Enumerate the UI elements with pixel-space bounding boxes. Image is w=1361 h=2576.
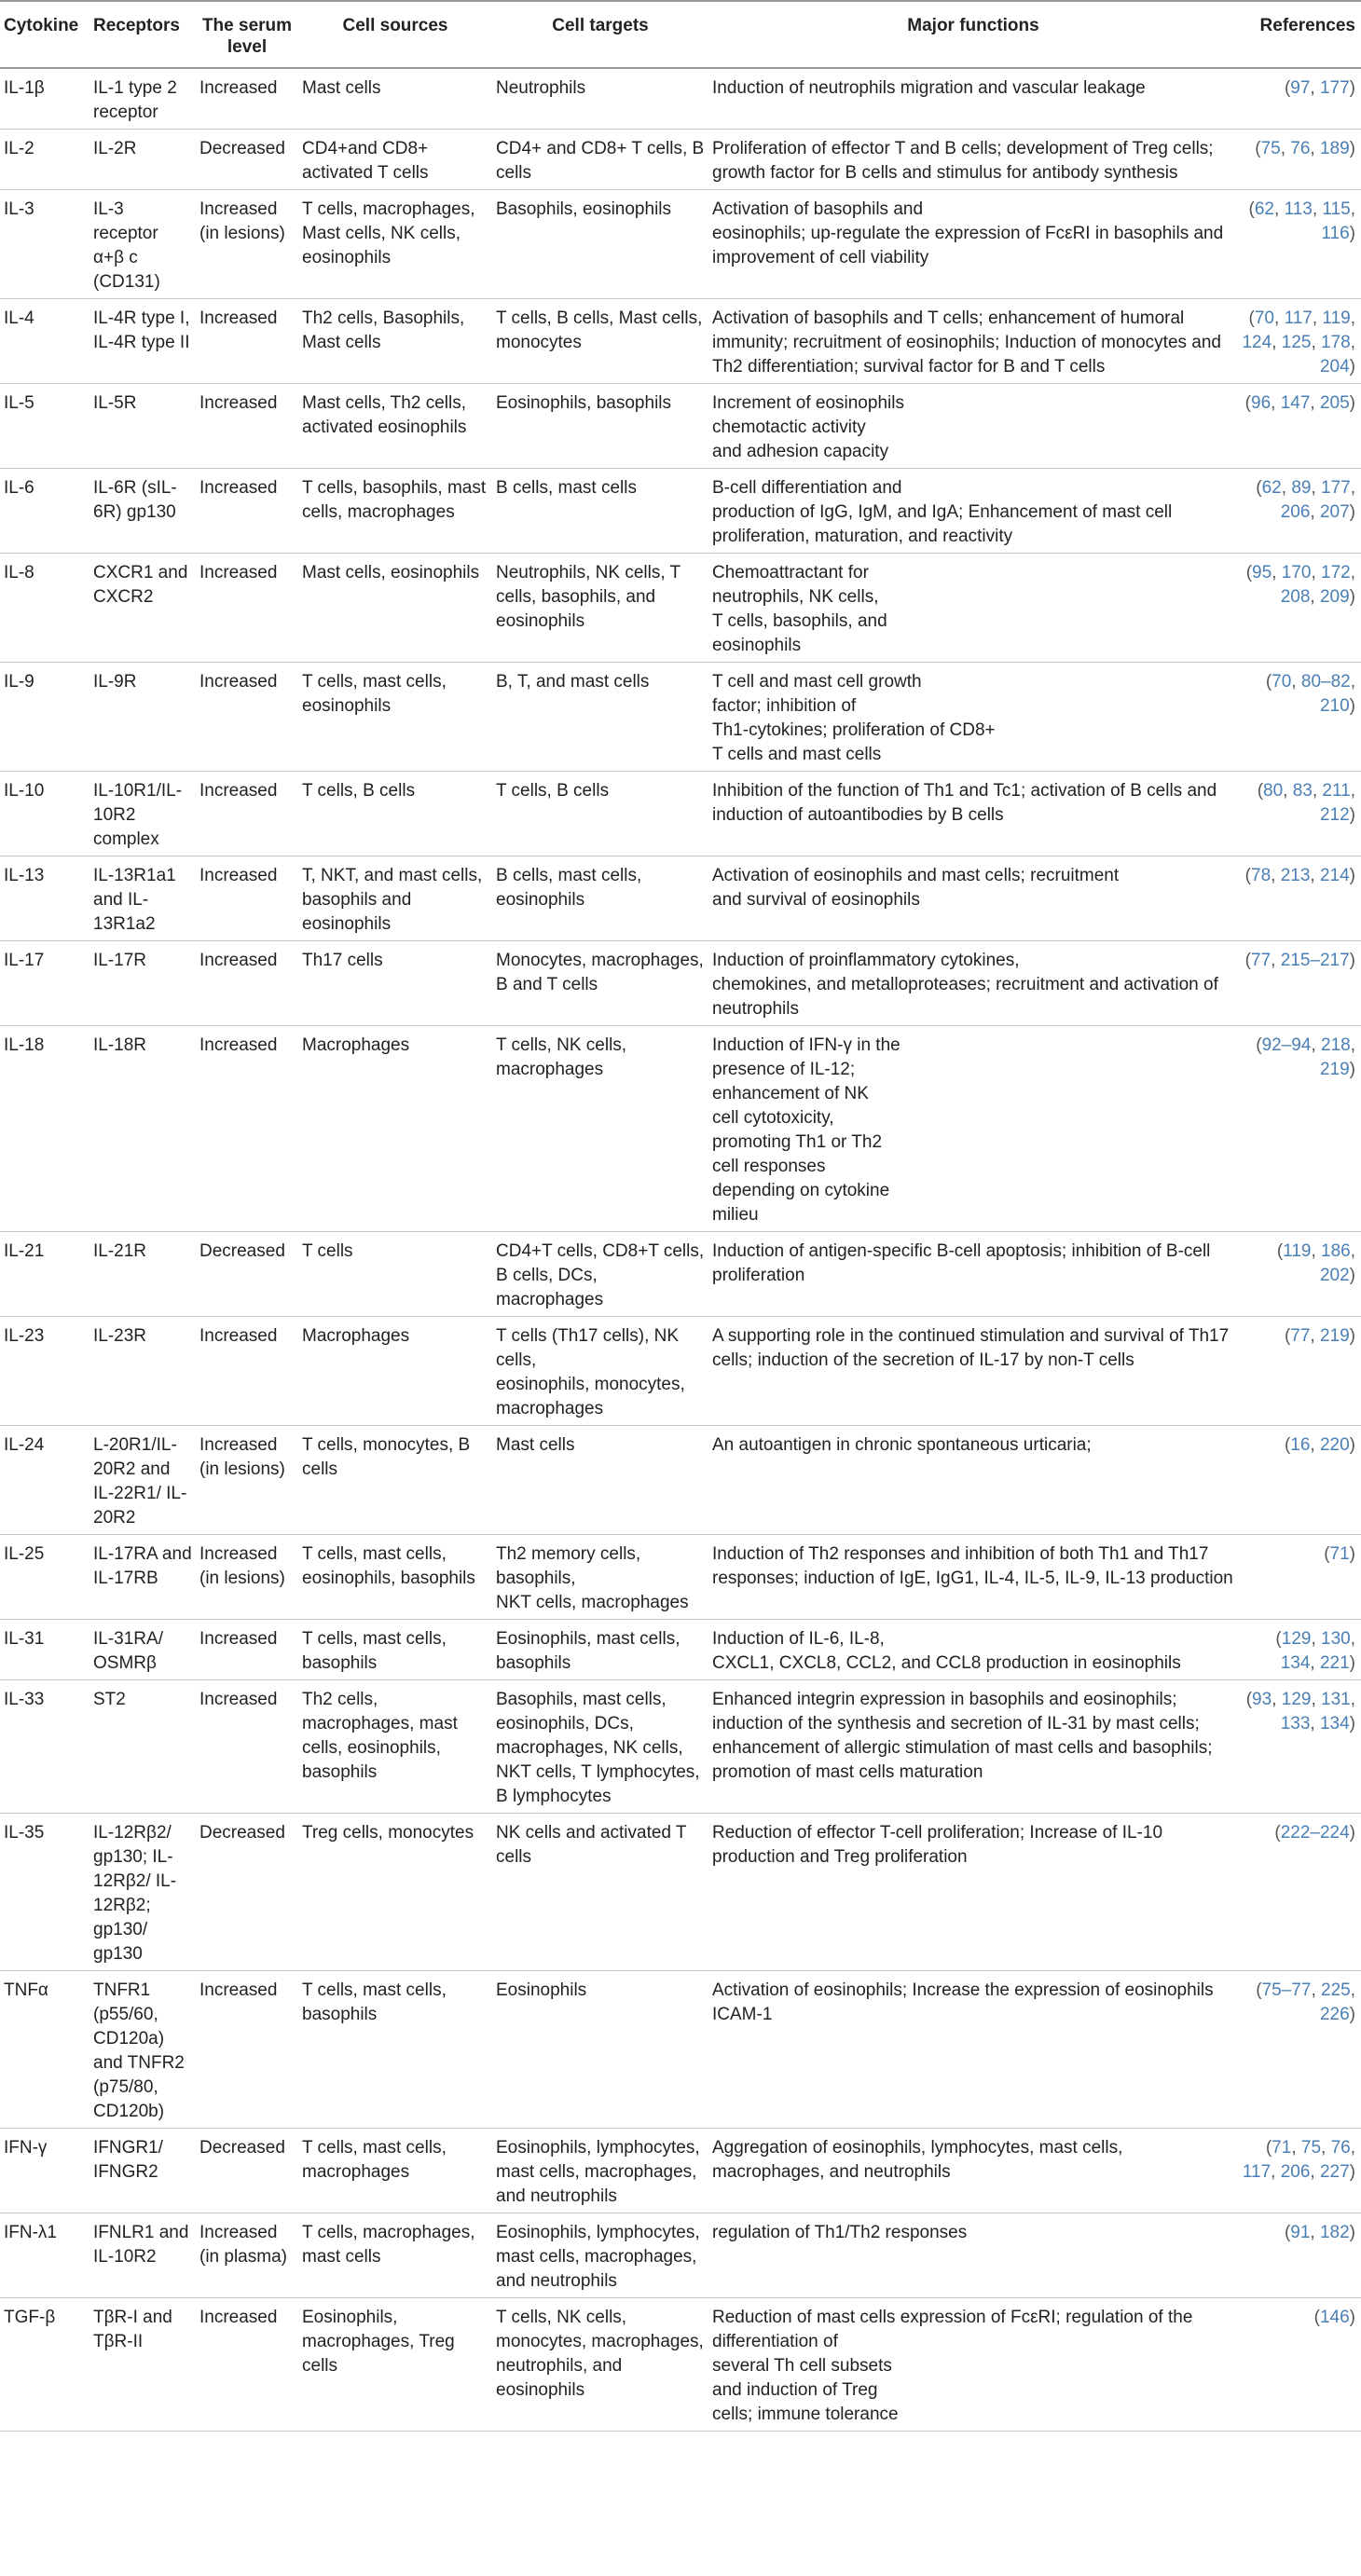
cell-sources: T, NKT, and mast cells, basophils and eosinophils — [298, 856, 492, 941]
cell-references: (77, 215–217) — [1238, 941, 1361, 1026]
cell-sources: Eosinophils, macrophages, Treg cells — [298, 2298, 492, 2432]
cell-serum-level: Increased — [196, 941, 298, 1026]
cell-receptors: L-20R1/IL-20R2 and IL-22R1/ IL-20R2 — [89, 1426, 196, 1535]
cell-targets: Basophils, mast cells, eosinophils, DCs, macrophages, NK cells, NKT cells, T lymphocytes, B lymphocytes — [492, 1680, 708, 1814]
cell-sources: Th17 cells — [298, 941, 492, 1026]
reference-link[interactable]: 177 — [1319, 78, 1350, 98]
reference-link[interactable]: 134 — [1319, 1714, 1350, 1733]
cell-receptors: IL-23R — [89, 1317, 196, 1426]
cell-receptors: IFNLR1 and IL-10R2 — [89, 2213, 196, 2298]
cell-serum-level: Increased — [196, 299, 298, 384]
cell-references: (93, 129, 131, 133, 134) — [1238, 1680, 1361, 1814]
cell-functions: Induction of proinflammatory cytokines, chemokines, and metalloproteases; recruitment and activation of neutrophils — [708, 941, 1238, 1026]
reference-link[interactable]: 227 — [1319, 2162, 1350, 2182]
reference-link[interactable]: 219 — [1319, 1060, 1350, 1079]
cell-sources: T cells, macrophages, mast cells — [298, 2213, 492, 2298]
reference-link[interactable]: 218 — [1321, 1035, 1351, 1055]
cell-serum-level: Decreased — [196, 2129, 298, 2213]
table-row — [0, 299, 1361, 384]
reference-link[interactable]: 75 — [1300, 2138, 1322, 2158]
reference-link[interactable]: 70 — [1272, 672, 1292, 692]
cell-functions: regulation of Th1/Th2 responses — [708, 2213, 1238, 2298]
cell-targets: NK cells and activated T cells — [492, 1814, 708, 1971]
reference-link[interactable]: 80 — [1263, 781, 1284, 801]
reference-link[interactable]: 147 — [1280, 393, 1311, 413]
reference-link[interactable]: 206 — [1280, 502, 1311, 522]
header-row — [0, 1, 1361, 68]
reference-link[interactable]: 211 — [1322, 781, 1351, 801]
reference-link[interactable]: 117 — [1242, 2162, 1272, 2182]
cell-serum-level: Increased (in lesions) — [196, 1426, 298, 1535]
reference-link[interactable]: 125 — [1281, 333, 1312, 352]
table-body — [0, 68, 1361, 2432]
reference-link[interactable]: 221 — [1319, 1653, 1350, 1673]
cell-cytokine: IL-25 — [0, 1535, 89, 1620]
reference-link[interactable]: 92–94 — [1261, 1035, 1312, 1055]
cell-targets: Eosinophils, basophils — [492, 384, 708, 469]
reference-link[interactable]: 76 — [1290, 139, 1311, 158]
cell-sources: Mast cells, Th2 cells, activated eosinophils — [298, 384, 492, 469]
reference-link[interactable]: 117 — [1284, 308, 1313, 328]
cell-targets: CD4+T cells, CD8+T cells, B cells, DCs, macrophages — [492, 1232, 708, 1317]
cell-functions: T cell and mast cell growth factor; inhibition of Th1-cytokines; proliferation of CD8+ T cells and mast cells — [708, 663, 1238, 772]
reference-link[interactable]: 189 — [1319, 139, 1350, 158]
table-row — [0, 2129, 1361, 2213]
cell-cytokine: IL-1β — [0, 68, 89, 130]
cell-references: (95, 170, 172, 208, 209) — [1238, 554, 1361, 663]
reference-link[interactable]: 131 — [1321, 1690, 1351, 1709]
cell-references: (91, 182) — [1238, 2213, 1361, 2298]
header-major-functions: Major functions — [708, 1, 1238, 68]
cell-references: (62, 89, 177, 206, 207) — [1238, 469, 1361, 554]
reference-link[interactable]: 78 — [1251, 866, 1272, 885]
cell-sources: Mast cells, eosinophils — [298, 554, 492, 663]
table-row — [0, 190, 1361, 299]
cell-functions: An autoantigen in chronic spontaneous urticaria; — [708, 1426, 1238, 1535]
reference-link[interactable]: 77 — [1251, 951, 1272, 970]
cell-receptors: IL-18R — [89, 1026, 196, 1232]
cell-receptors: IL-5R — [89, 384, 196, 469]
cell-targets: Monocytes, macrophages, B and T cells — [492, 941, 708, 1026]
reference-link[interactable]: 62 — [1261, 478, 1282, 498]
cell-references: (71, 75, 76, 117, 206, 227) — [1238, 2129, 1361, 2213]
cell-targets: T cells, NK cells, macrophages — [492, 1026, 708, 1232]
cell-functions: B-cell differentiation and production of IgG, IgM, and IgA; Enhancement of mast cell proliferation, maturation, and reactivity — [708, 469, 1238, 554]
cell-targets: Neutrophils, NK cells, T cells, basophils, and eosinophils — [492, 554, 708, 663]
header-cytokine: Cytokine — [0, 1, 89, 68]
reference-link[interactable]: 222–224 — [1280, 1823, 1350, 1843]
cell-cytokine: IL-3 — [0, 190, 89, 299]
cell-cytokine: IL-9 — [0, 663, 89, 772]
cell-targets: Mast cells — [492, 1426, 708, 1535]
reference-link[interactable]: 62 — [1254, 199, 1274, 219]
cell-receptors: IL-17R — [89, 941, 196, 1026]
reference-link[interactable]: 133 — [1280, 1714, 1311, 1733]
reference-link[interactable]: 209 — [1319, 587, 1350, 607]
cell-sources: T cells, mast cells, eosinophils — [298, 663, 492, 772]
reference-link[interactable]: 226 — [1319, 2005, 1350, 2024]
cell-receptors: IL-4R type I, IL-4R type II — [89, 299, 196, 384]
cell-references: (77, 219) — [1238, 1317, 1361, 1426]
cell-functions: Activation of basophils and eosinophils; up-regulate the expression of FcεRI in basophils and improvement of cell viability — [708, 190, 1238, 299]
reference-link[interactable]: 130 — [1321, 1629, 1351, 1649]
cell-references: (70, 80–82, 210) — [1238, 663, 1361, 772]
reference-link[interactable]: 91 — [1290, 2223, 1311, 2242]
cell-cytokine: IL-21 — [0, 1232, 89, 1317]
cell-cytokine: IL-35 — [0, 1814, 89, 1971]
cell-serum-level: Increased — [196, 1971, 298, 2129]
reference-link[interactable]: 182 — [1319, 2223, 1350, 2242]
reference-link[interactable]: 97 — [1290, 78, 1311, 98]
cell-receptors: IL-9R — [89, 663, 196, 772]
cell-cytokine: IL-17 — [0, 941, 89, 1026]
cell-targets: Eosinophils, lymphocytes, mast cells, macrophages, and neutrophils — [492, 2213, 708, 2298]
cell-sources: Macrophages — [298, 1026, 492, 1232]
cell-targets: Neutrophils — [492, 68, 708, 130]
cell-functions: Reduction of effector T-cell proliferation; Increase of IL-10 production and Treg proliferation — [708, 1814, 1238, 1971]
cell-serum-level: Increased (in lesions) — [196, 190, 298, 299]
table-row — [0, 469, 1361, 554]
cell-sources: T cells, mast cells, eosinophils, basophils — [298, 1535, 492, 1620]
reference-link[interactable]: 89 — [1291, 478, 1312, 498]
cell-cytokine: IL-23 — [0, 1317, 89, 1426]
cell-receptors: TNFR1 (p55/60, CD120a) and TNFR2 (p75/80, CD120b) — [89, 1971, 196, 2129]
table-row — [0, 1232, 1361, 1317]
cell-cytokine: IL-5 — [0, 384, 89, 469]
cell-targets: T cells (Th17 cells), NK cells, eosinophils, monocytes, macrophages — [492, 1317, 708, 1426]
cell-receptors: IL-13R1a1 and IL-13R1a2 — [89, 856, 196, 941]
reference-link[interactable]: 119 — [1283, 1241, 1312, 1261]
cell-targets: Th2 memory cells, basophils, NKT cells, macrophages — [492, 1535, 708, 1620]
cell-cytokine: IFN-λ1 — [0, 2213, 89, 2298]
cell-serum-level: Increased — [196, 469, 298, 554]
reference-link[interactable]: 214 — [1319, 866, 1350, 885]
cell-serum-level: Increased — [196, 1680, 298, 1814]
reference-link[interactable]: 219 — [1319, 1326, 1350, 1346]
cell-sources: Treg cells, monocytes — [298, 1814, 492, 1971]
reference-link[interactable]: 206 — [1280, 2162, 1311, 2182]
cell-sources: T cells, mast cells, basophils — [298, 1620, 492, 1680]
reference-link[interactable]: 93 — [1252, 1690, 1272, 1709]
reference-link[interactable]: 129 — [1281, 1690, 1312, 1709]
cell-references: (92–94, 218, 219) — [1238, 1026, 1361, 1232]
reference-link[interactable]: 77 — [1290, 1326, 1311, 1346]
cell-cytokine: IL-31 — [0, 1620, 89, 1680]
header-cell-targets: Cell targets — [492, 1, 708, 68]
reference-link[interactable]: 119 — [1322, 308, 1351, 328]
cell-serum-level: Increased — [196, 663, 298, 772]
cell-functions: Increment of eosinophils chemotactic activity and adhesion capacity — [708, 384, 1238, 469]
cell-sources: Mast cells — [298, 68, 492, 130]
cell-cytokine: IL-2 — [0, 130, 89, 190]
reference-link[interactable]: 80–82 — [1300, 672, 1351, 692]
cell-cytokine: IL-4 — [0, 299, 89, 384]
cell-sources: T cells, monocytes, B cells — [298, 1426, 492, 1535]
cell-sources: T cells, B cells — [298, 772, 492, 856]
table-row — [0, 384, 1361, 469]
cell-sources: T cells, mast cells, macrophages — [298, 2129, 492, 2213]
cell-functions: Proliferation of effector T and B cells; development of Treg cells; growth factor for B cells and stimulus for antibody synthesis — [708, 130, 1238, 190]
table-row — [0, 554, 1361, 663]
cell-sources: T cells — [298, 1232, 492, 1317]
cell-sources: Th2 cells, macrophages, mast cells, eosinophils, basophils — [298, 1680, 492, 1814]
reference-link[interactable]: 170 — [1281, 563, 1312, 582]
reference-link[interactable]: 146 — [1319, 2308, 1350, 2327]
cell-serum-level: Increased — [196, 2298, 298, 2432]
cell-receptors: IL-10R1/IL-10R2 complex — [89, 772, 196, 856]
cell-targets: T cells, B cells — [492, 772, 708, 856]
table-row — [0, 1317, 1361, 1426]
reference-link[interactable]: 207 — [1319, 502, 1350, 522]
cell-serum-level: Increased — [196, 1620, 298, 1680]
table-row — [0, 2213, 1361, 2298]
cell-references: (97, 177) — [1238, 68, 1361, 130]
header-serum-level: The serum level — [196, 1, 298, 68]
cell-serum-level: Increased — [196, 1317, 298, 1426]
cell-targets: CD4+ and CD8+ T cells, B cells — [492, 130, 708, 190]
table-row — [0, 941, 1361, 1026]
reference-link[interactable]: 113 — [1284, 199, 1313, 219]
cell-functions: A supporting role in the continued stimulation and survival of Th17 cells; induction of the secretion of IL-17 by non-T cells — [708, 1317, 1238, 1426]
reference-link[interactable]: 75–77 — [1261, 1980, 1312, 2000]
cell-functions: Activation of basophils and T cells; enhancement of humoral immunity; recruitment of eosinophils; Induction of monocytes and Th2 differentiation; survival factor for B and T cells — [708, 299, 1238, 384]
cell-cytokine: IL-18 — [0, 1026, 89, 1232]
cell-references: (70, 117, 119, 124, 125, 178, 204) — [1238, 299, 1361, 384]
cell-functions: Induction of IFN-γ in the presence of IL-12; enhancement of NK cell cytotoxicity, promoting Th1 or Th2 cell responses depending on cytokine milieu — [708, 1026, 1238, 1232]
header-cell-sources: Cell sources — [298, 1, 492, 68]
cell-cytokine: IL-6 — [0, 469, 89, 554]
cell-receptors: CXCR1 and CXCR2 — [89, 554, 196, 663]
cell-sources: Th2 cells, Basophils, Mast cells — [298, 299, 492, 384]
cell-targets: Eosinophils — [492, 1971, 708, 2129]
cell-serum-level: Increased (in plasma) — [196, 2213, 298, 2298]
cell-serum-level: Increased (in lesions) — [196, 1535, 298, 1620]
cell-receptors: IL-31RA/ OSMRβ — [89, 1620, 196, 1680]
reference-link[interactable]: 205 — [1319, 393, 1350, 413]
cell-targets: T cells, B cells, Mast cells, monocytes — [492, 299, 708, 384]
cell-functions: Induction of Th2 responses and inhibition of both Th1 and Th17 responses; induction of IgE, IgG1, IL-4, IL-5, IL-9, IL-13 production — [708, 1535, 1238, 1620]
cell-functions: Aggregation of eosinophils, lymphocytes, mast cells, macrophages, and neutrophils — [708, 2129, 1238, 2213]
cell-receptors: IL-1 type 2 receptor — [89, 68, 196, 130]
reference-link[interactable]: 70 — [1254, 308, 1274, 328]
cell-references: (16, 220) — [1238, 1426, 1361, 1535]
cell-targets: Eosinophils, lymphocytes, mast cells, macrophages, and neutrophils — [492, 2129, 708, 2213]
reference-link[interactable]: 115 — [1322, 199, 1351, 219]
cell-references: (71) — [1238, 1535, 1361, 1620]
header-references: References — [1238, 1, 1361, 68]
cell-serum-level: Increased — [196, 1026, 298, 1232]
cell-functions: Induction of neutrophils migration and vascular leakage — [708, 68, 1238, 130]
cell-receptors: IL-17RA and IL-17RB — [89, 1535, 196, 1620]
cell-references: (75–77, 225, 226) — [1238, 1971, 1361, 2129]
cell-functions: Reduction of mast cells expression of FcεRI; regulation of the differentiation of several Th cell subsets and induction of Treg cells; immune tolerance — [708, 2298, 1238, 2432]
cell-references: (119, 186, 202) — [1238, 1232, 1361, 1317]
cell-sources: T cells, mast cells, basophils — [298, 1971, 492, 2129]
cell-references: (222–224) — [1238, 1814, 1361, 1971]
cell-functions: Inhibition of the function of Th1 and Tc1; activation of B cells and induction of autoantibodies by B cells — [708, 772, 1238, 856]
cell-references: (129, 130, 134, 221) — [1238, 1620, 1361, 1680]
cell-functions: Induction of antigen-specific B-cell apoptosis; inhibition of B-cell proliferation — [708, 1232, 1238, 1317]
reference-link[interactable]: 172 — [1321, 563, 1351, 582]
cell-functions: Enhanced integrin expression in basophils and eosinophils; induction of the synthesis and secretion of IL-31 by mast cells; enhancement of allergic stimulation of mast cells and basophils; promotion of mast cells maturation — [708, 1680, 1238, 1814]
cell-references: (146) — [1238, 2298, 1361, 2432]
table-row — [0, 2298, 1361, 2432]
reference-link[interactable]: 213 — [1280, 866, 1311, 885]
table-row — [0, 663, 1361, 772]
cell-sources: CD4+and CD8+ activated T cells — [298, 130, 492, 190]
reference-link[interactable]: 124 — [1242, 333, 1272, 352]
cell-receptors: IL-21R — [89, 1232, 196, 1317]
reference-link[interactable]: 225 — [1321, 1980, 1351, 2000]
cell-targets: Basophils, eosinophils — [492, 190, 708, 299]
cell-serum-level: Increased — [196, 856, 298, 941]
cell-receptors: TβR-I and TβR-II — [89, 2298, 196, 2432]
reference-link[interactable]: 96 — [1251, 393, 1272, 413]
cell-functions: Activation of eosinophils; Increase the expression of eosinophils ICAM-1 — [708, 1971, 1238, 2129]
table-header — [0, 1, 1361, 68]
cell-receptors: IL-6R (sIL-6R) gp130 — [89, 469, 196, 554]
cell-serum-level: Increased — [196, 772, 298, 856]
reference-link[interactable]: 129 — [1281, 1629, 1312, 1649]
table-row — [0, 68, 1361, 130]
reference-link[interactable]: 71 — [1329, 1544, 1350, 1564]
header-receptors: Receptors — [89, 1, 196, 68]
cell-targets: Eosinophils, mast cells, basophils — [492, 1620, 708, 1680]
table-row — [0, 1620, 1361, 1680]
cell-references: (80, 83, 211, 212) — [1238, 772, 1361, 856]
cell-serum-level: Decreased — [196, 1232, 298, 1317]
reference-link[interactable]: 220 — [1319, 1435, 1350, 1455]
cell-sources: T cells, macrophages, Mast cells, NK cells, eosinophils — [298, 190, 492, 299]
reference-link[interactable]: 95 — [1252, 563, 1272, 582]
cell-cytokine: IL-33 — [0, 1680, 89, 1814]
cell-references: (78, 213, 214) — [1238, 856, 1361, 941]
cell-references: (62, 113, 115, 116) — [1238, 190, 1361, 299]
reference-link[interactable]: 212 — [1319, 805, 1350, 825]
cell-receptors: IL-3 receptor α+β c (CD131) — [89, 190, 196, 299]
cell-targets: B cells, mast cells — [492, 469, 708, 554]
table-row — [0, 1971, 1361, 2129]
cell-cytokine: TGF-β — [0, 2298, 89, 2432]
reference-link[interactable]: 76 — [1330, 2138, 1351, 2158]
cell-serum-level: Increased — [196, 384, 298, 469]
cell-functions: Activation of eosinophils and mast cells; recruitment and survival of eosinophils — [708, 856, 1238, 941]
cell-sources: T cells, basophils, mast cells, macrophages — [298, 469, 492, 554]
reference-link[interactable]: 178 — [1321, 333, 1351, 352]
reference-link[interactable]: 208 — [1280, 587, 1311, 607]
cell-targets: B cells, mast cells, eosinophils — [492, 856, 708, 941]
cell-functions: Induction of IL-6, IL-8, CXCL1, CXCL8, CCL2, and CCL8 production in eosinophils — [708, 1620, 1238, 1680]
reference-link[interactable]: 202 — [1319, 1266, 1350, 1285]
cell-receptors: ST2 — [89, 1680, 196, 1814]
cell-cytokine: IL-10 — [0, 772, 89, 856]
cell-references: (75, 76, 189) — [1238, 130, 1361, 190]
cell-receptors: IFNGR1/ IFNGR2 — [89, 2129, 196, 2213]
table-row — [0, 856, 1361, 941]
reference-link[interactable]: 83 — [1292, 781, 1313, 801]
table-row — [0, 1535, 1361, 1620]
table-row — [0, 1680, 1361, 1814]
reference-link[interactable]: 210 — [1319, 696, 1350, 716]
reference-link[interactable]: 186 — [1321, 1241, 1351, 1261]
cell-serum-level: Increased — [196, 554, 298, 663]
cell-cytokine: TNFα — [0, 1971, 89, 2129]
reference-link[interactable]: 215–217 — [1280, 951, 1350, 970]
cell-targets: B, T, and mast cells — [492, 663, 708, 772]
table-row — [0, 1426, 1361, 1535]
reference-link[interactable]: 16 — [1290, 1435, 1311, 1455]
table-row — [0, 130, 1361, 190]
cell-cytokine: IFN-γ — [0, 2129, 89, 2213]
cell-serum-level: Decreased — [196, 130, 298, 190]
reference-link[interactable]: 116 — [1321, 224, 1350, 243]
table-row — [0, 1814, 1361, 1971]
cell-cytokine: IL-24 — [0, 1426, 89, 1535]
reference-link[interactable]: 204 — [1319, 357, 1350, 377]
cell-references: (96, 147, 205) — [1238, 384, 1361, 469]
cell-cytokine: IL-8 — [0, 554, 89, 663]
reference-link[interactable]: 75 — [1260, 139, 1281, 158]
cell-sources: Macrophages — [298, 1317, 492, 1426]
table-row — [0, 1026, 1361, 1232]
cell-cytokine: IL-13 — [0, 856, 89, 941]
cell-targets: T cells, NK cells, monocytes, macrophages, neutrophils, and eosinophils — [492, 2298, 708, 2432]
reference-link[interactable]: 177 — [1321, 478, 1351, 498]
cell-serum-level: Decreased — [196, 1814, 298, 1971]
reference-link[interactable]: 134 — [1280, 1653, 1311, 1673]
cell-functions: Chemoattractant for neutrophils, NK cells, T cells, basophils, and eosinophils — [708, 554, 1238, 663]
cell-receptors: IL-12Rβ2/ gp130; IL-12Rβ2/ IL-12Rβ2; gp130/ gp130 — [89, 1814, 196, 1971]
reference-link[interactable]: 71 — [1272, 2138, 1292, 2158]
table-row — [0, 772, 1361, 856]
cell-receptors: IL-2R — [89, 130, 196, 190]
cell-serum-level: Increased — [196, 68, 298, 130]
